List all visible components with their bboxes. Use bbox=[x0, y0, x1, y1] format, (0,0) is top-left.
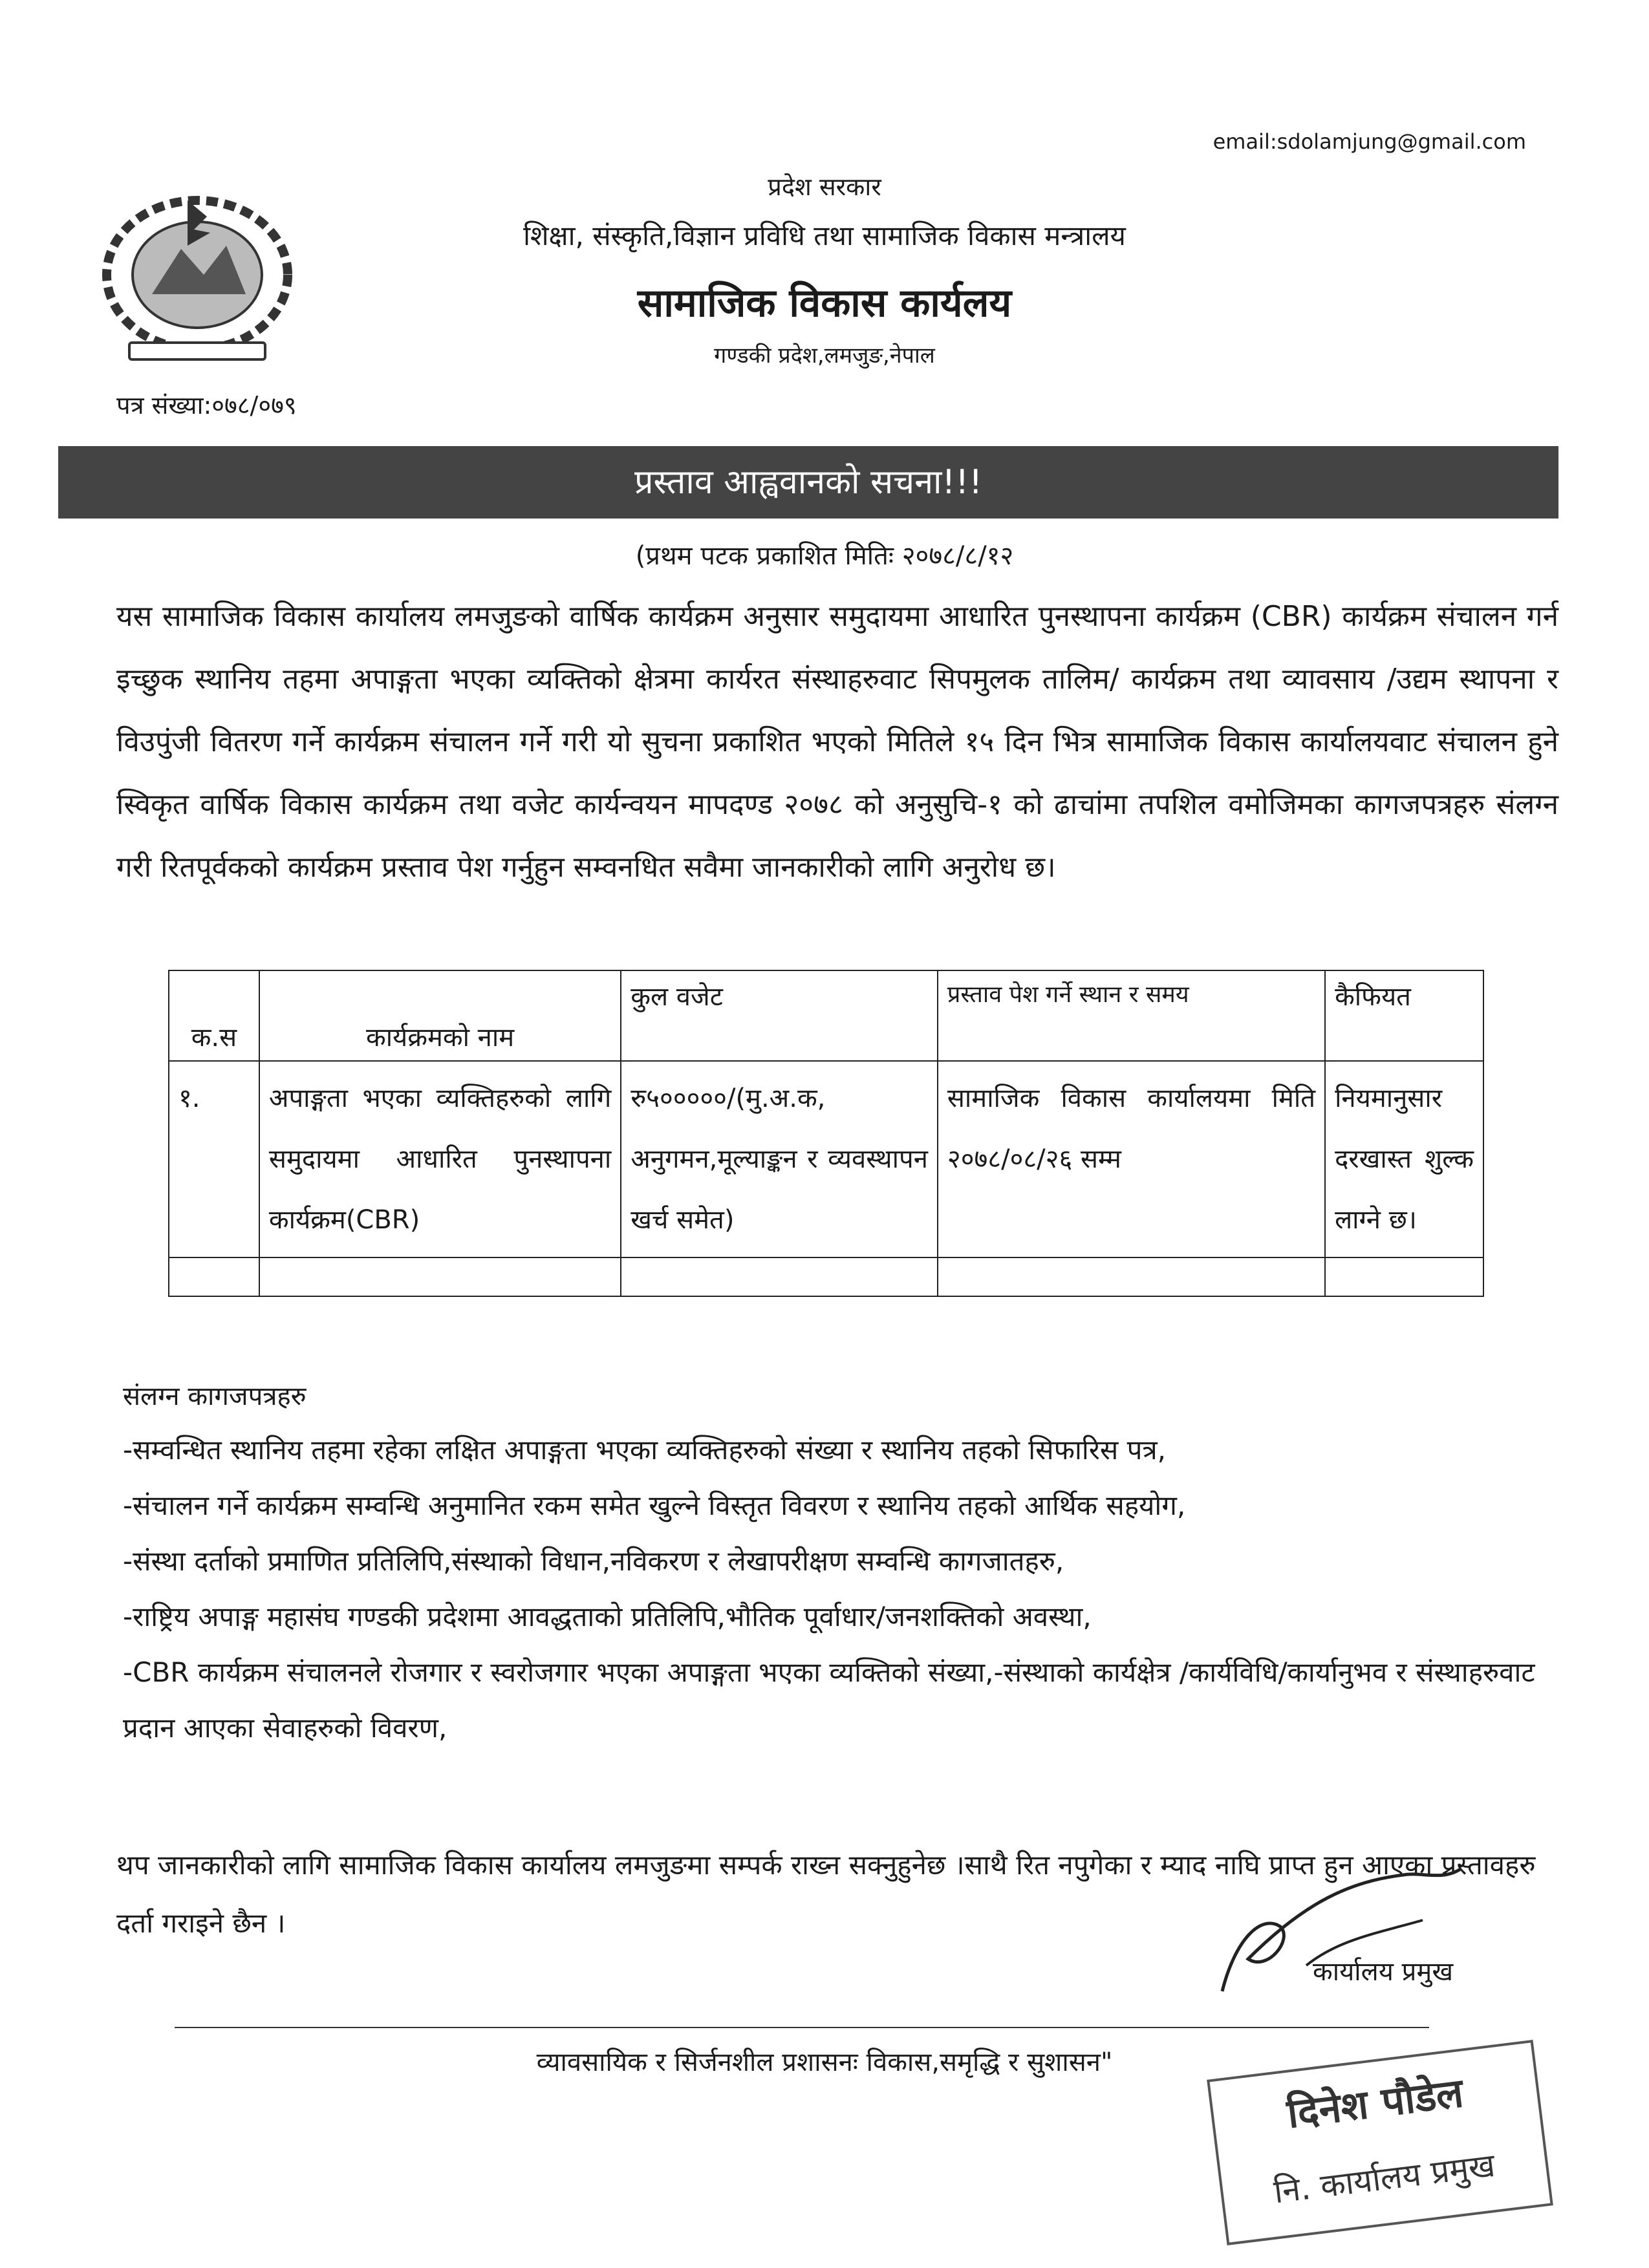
empty-cell bbox=[169, 1257, 259, 1296]
col-header-sn: क.स bbox=[169, 970, 259, 1061]
col-header-submission-place-time: प्रस्ताव पेश गर्ने स्थान र समय bbox=[938, 970, 1325, 1061]
attachments-heading: संलग्न कागजपत्रहरु bbox=[123, 1382, 307, 1411]
cell-remarks: नियमानुसार दरखास्त शुल्क लाग्ने छ। bbox=[1325, 1061, 1483, 1257]
header-ministry: शिक्षा, संस्कृति,विज्ञान प्रविधि तथा सामाजिक विकास मन्त्रालय bbox=[523, 220, 1126, 251]
table-row-empty bbox=[169, 1257, 1483, 1296]
cell-sn: १. bbox=[169, 1061, 259, 1257]
email-address: email:sdolamjung@gmail.com bbox=[1212, 129, 1526, 154]
list-item: -संस्था दर्ताको प्रमाणित प्रतिलिपि,संस्थाको विधान,नविकरण र लेखापरीक्षण सम्वन्धि कागजातहरु, bbox=[123, 1545, 1064, 1577]
list-item: -संचालन गर्ने कार्यक्रम सम्वन्धि अनुमानित रकम समेत खुल्ने विस्तृत विवरण र स्थानिय तहको आर्थिक सहयोग, bbox=[123, 1490, 1186, 1521]
empty-cell bbox=[938, 1257, 1325, 1296]
list-item: -CBR कार्यक्रम संचालनले रोजगार र स्वरोजगार भएका अपाङ्गता भएका व्यक्तिको संख्या,-संस्थाको कार्यक्षेत्र /कार्यविधि/कार्यानुभव र संस्थाहरुवाट प्रदान आएका सेवाहरुको विवरण, bbox=[123, 1656, 1535, 1744]
table-header-row bbox=[169, 970, 1483, 1061]
footer-divider bbox=[175, 2027, 1429, 2028]
cell-submission-place-time: सामाजिक विकास कार्यालयमा मिति २०७८/०८/२६ सम्म bbox=[938, 1061, 1325, 1257]
col-header-program-name: कार्यक्रमको नाम bbox=[259, 970, 621, 1061]
empty-cell bbox=[1325, 1257, 1483, 1296]
col-header-budget: कुल वजेट bbox=[621, 970, 938, 1061]
reference-number: पत्र संख्या:०७८/०७९ bbox=[116, 391, 297, 420]
cell-budget: रु५०००००/(मु.अ.क, अनुगमन,मूल्याङ्कन र व्यवस्थापन खर्च समेत) bbox=[621, 1061, 938, 1257]
list-item: -सम्वन्धित स्थानिय तहमा रहेका लक्षित अपाङ्गता भएका व्यक्तिहरुको संख्या र स्थानिय तहको सिफारिस पत्र, bbox=[123, 1434, 1167, 1466]
table-row bbox=[169, 1061, 1483, 1257]
stamp-name: दिनेश पौडेल bbox=[1284, 2069, 1466, 2137]
notice-title: प्रस्ताव आह्ववानको सचना!!! bbox=[58, 446, 1558, 519]
proposal-table bbox=[168, 970, 1484, 1297]
closing-note: थप जानकारीको लागि सामाजिक विकास कार्यालय लमजुङमा सम्पर्क राख्न सक्नुहुनेछ ।साथै रित नपुगेका र म्याद नाघि प्राप्त हुन आएका प्रस्तावहरु दर्ता गराइने छैन । bbox=[116, 1849, 1536, 1939]
publication-date: (प्रथम पटक प्रकाशित मितिः २०७८/८/१२ bbox=[635, 541, 1014, 571]
notice-body: यस सामाजिक विकास कार्यालय लमजुङको वार्षिक कार्यक्रम अनुसार समुदायमा आधारित पुनस्थापना कार्यक्रम (CBR) कार्यक्रम संचालन गर्न इच्छुक स्थानिय तहमा अपाङ्गता भएका व्यक्तिको क्षेत्रमा कार्यरत संस्थाहरुवाट सिपमुलक तालिम/ कार्यक्रम तथा व्यावसाय /उद्यम स्थापना र विउपुंजी वितरण गर्ने कार्यक्रम संचालन गर्ने गरी यो सुचना प्रकाशित भएको मितिले १५ दिन भित्र सामाजिक विकास कार्यालयवाट संचालन हुने स्विकृत वार्षिक विकास कार्यक्रम तथा वजेट कार्यन्वयन मापदण्ड २०७८ को अनुसुचि-१ को ढाचांमा तपशिल वमोजिमका कागजपत्रहरु संलग्न गरी रितपूर्वकको कार्यक्रम प्रस्ताव पेश गर्नुहुन सम्वनधित सवैमा जानकारीको लागि अनुरोध छ। bbox=[116, 600, 1558, 884]
empty-cell bbox=[259, 1257, 621, 1296]
list-item: -राष्ट्रिय अपाङ्ग महासंघ गण्डकी प्रदेशमा आवद्धताको प्रतिलिपि,भौतिक पूर्वाधार/जनशक्तिको अवस्था, bbox=[123, 1601, 1092, 1632]
header-province: प्रदेश सरकार bbox=[768, 173, 881, 201]
empty-cell bbox=[621, 1257, 938, 1296]
header-address: गण्डकी प्रदेश,लमजुङ,नेपाल bbox=[714, 343, 935, 369]
footer-motto: व्यावसायिक र सिर्जनशील प्रशासनः विकास,समृद्धि र सुशासन" bbox=[536, 2048, 1113, 2077]
col-header-remarks: कैफियत bbox=[1325, 970, 1483, 1061]
attachments-list bbox=[123, 1422, 1558, 1756]
header-office: सामाजिक विकास कार्यलय bbox=[637, 281, 1012, 326]
stamp-title: नि. कार्यालय प्रमुख bbox=[1271, 2146, 1497, 2211]
signature-icon bbox=[1209, 1862, 1481, 2011]
cell-program-name: अपाङ्गता भएका व्यक्तिहरुको लागि समुदायमा आधारित पुनस्थापना कार्यक्रम(CBR) bbox=[259, 1061, 621, 1257]
signer-title: कार्यालय प्रमुख bbox=[1313, 1957, 1454, 1987]
